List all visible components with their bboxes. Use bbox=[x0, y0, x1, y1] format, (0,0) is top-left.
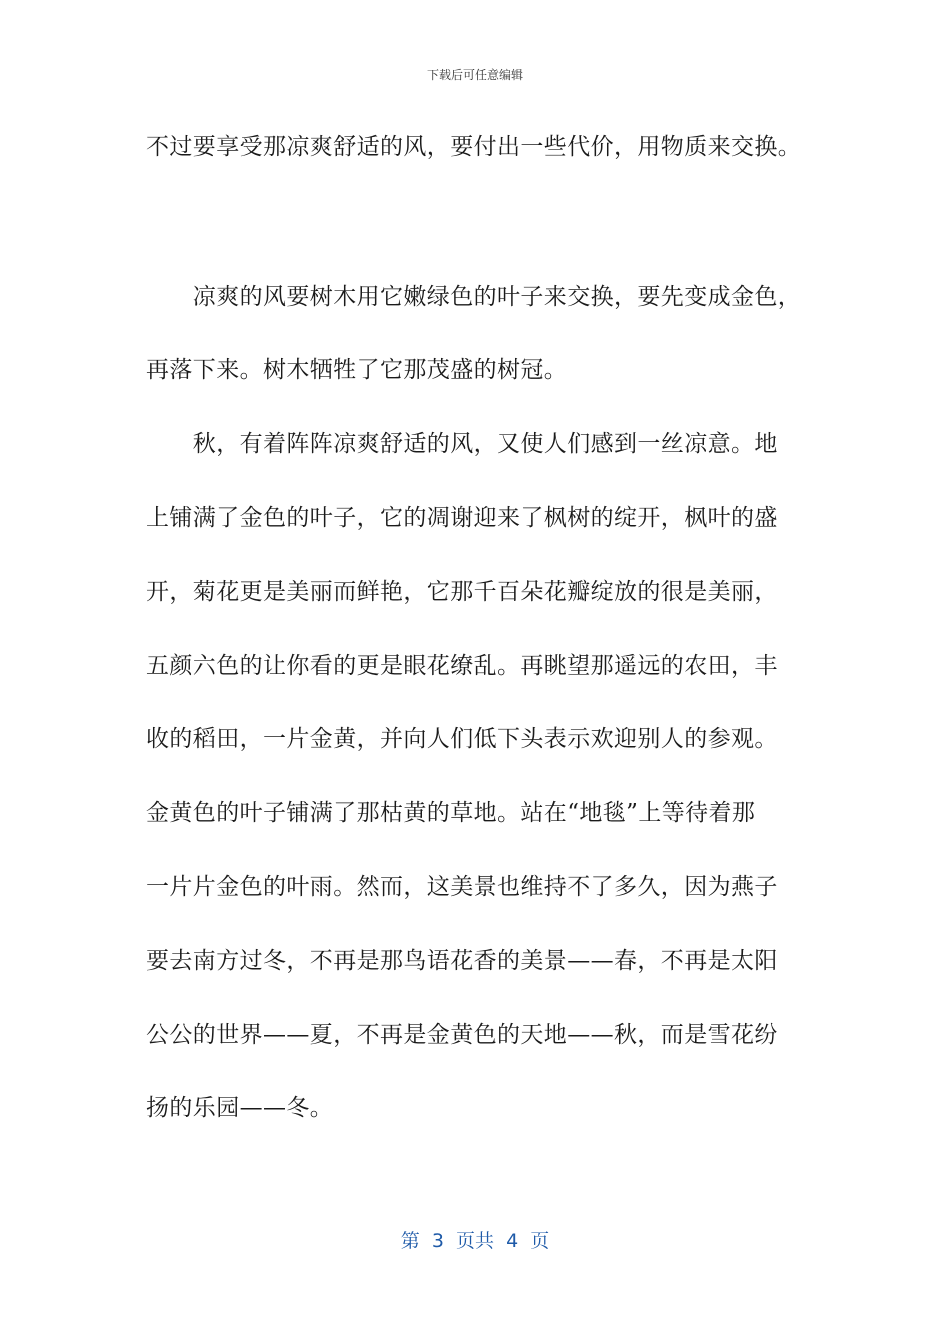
page-number-label: 第 3 页共 4 页 bbox=[400, 1230, 550, 1252]
paragraph-line: 公公的世界——夏，不再是金黄色的天地——秋，而是雪花纷 bbox=[146, 1022, 778, 1048]
paragraph-line: 凉爽的风要树木用它嫩绿色的叶子来交换，要先变成金色， bbox=[146, 284, 802, 310]
paragraph-line: 上铺满了金色的叶子，它的凋谢迎来了枫树的绽开，枫叶的盛 bbox=[146, 505, 778, 531]
paragraph-line: 不过要享受那凉爽舒适的风，要付出一些代价，用物质来交换。 bbox=[146, 134, 802, 160]
paragraph-line: 五颜六色的让你看的更是眼花缭乱。再眺望那遥远的农田，丰 bbox=[146, 653, 778, 679]
paragraph-line: 开，菊花更是美丽而鲜艳，它那千百朵花瓣绽放的很是美丽， bbox=[146, 579, 778, 605]
paragraph-line: 扬的乐园——冬。 bbox=[146, 1095, 334, 1121]
paragraph-line: 再落下来。树木牺牲了它那茂盛的树冠。 bbox=[146, 357, 568, 383]
paragraph-line: 要去南方过冬，不再是那鸟语花香的美景——春，不再是太阳 bbox=[146, 948, 778, 974]
paragraph-line: 收的稻田，一片金黄，并向人们低下头表示欢迎别人的参观。 bbox=[146, 726, 778, 752]
paragraph-line: 金黄色的叶子铺满了那枯黄的草地。站在“地毯”上等待着那 bbox=[146, 800, 756, 826]
page-header-note: 下载后可任意编辑 bbox=[426, 68, 523, 82]
page-number bbox=[0, 1226, 950, 1253]
paragraph-line: 秋，有着阵阵凉爽舒适的风，又使人们感到一丝凉意。地 bbox=[146, 431, 778, 457]
paragraph-line: 一片片金色的叶雨。然而，这美景也维持不了多久，因为燕子 bbox=[146, 874, 778, 900]
